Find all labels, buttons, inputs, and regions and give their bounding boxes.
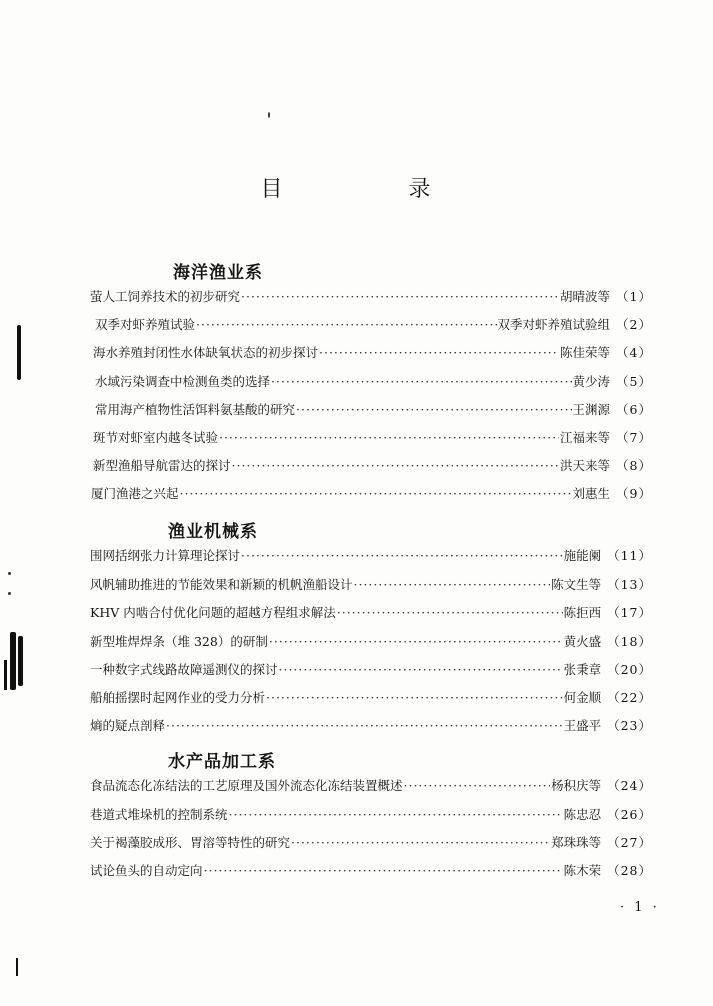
entry-title: 熵的疑点剖释 [90,718,166,733]
entry-page: （1） [616,289,652,304]
toc-entry[interactable] [90,546,652,564]
toc-entry[interactable] [90,776,652,794]
entry-author: 杨积庆等 [551,778,602,793]
entry-author: 陈佳荣等 [560,345,611,360]
toc-entry[interactable] [90,632,652,650]
toc-entry[interactable] [93,343,652,361]
entry-page: （9） [616,486,652,501]
entry-title: 海水养殖封闭性水体缺氧状态的初步探讨 [93,345,319,360]
scan-speck [268,112,270,118]
entry-author: 陈拒西 [563,605,602,620]
toc-entry[interactable] [93,428,652,446]
entry-title: 常用海产植物性活饵料氨基酸的研究 [95,402,296,417]
entry-author: 双季对虾养殖试验组 [497,317,611,332]
leader-dots [271,374,572,389]
scan-speck [8,592,11,595]
toc-entry[interactable] [90,688,652,706]
entry-author: 陈忠忍 [563,807,602,822]
entry-page: （6） [616,402,652,417]
entry-page: （24） [607,778,652,793]
entry-title: 食品流态化冻结法的工艺原理及国外流态化冻结装置概述 [90,778,403,793]
entry-title: KHV 内啮合付优化问题的超越方程组求解法 [90,605,336,620]
section-heading-aquatic-processing: 水产品加工系 [168,752,276,772]
entry-page: （17） [607,605,652,620]
entry-author: 黄少涛 [572,374,611,389]
leader-dots [404,778,551,793]
entry-author: 陈木荣 [563,863,602,878]
section-heading-marine-fishery: 海洋渔业系 [173,263,263,283]
leader-dots [354,577,551,592]
entry-author: 张秉章 [563,662,602,677]
section-heading-fishery-machinery: 渔业机械系 [168,522,258,542]
entry-title: 巷道式堆垛机的控制系统 [90,807,228,822]
entry-title: 厦门渔港之兴起 [91,486,179,501]
leader-dots [266,690,563,705]
leader-dots [319,345,559,360]
scan-speck [8,572,11,575]
entry-page: （23） [607,718,652,733]
entry-page: （5） [616,374,652,389]
toc-entry[interactable] [95,315,652,333]
entry-title: 萤人工饲养技术的初步研究 [90,289,241,304]
entry-author: 施能阑 [563,548,602,563]
toc-entry[interactable] [95,372,652,390]
entry-page: （4） [616,345,652,360]
leader-dots [229,807,563,822]
entry-page: （27） [607,835,652,850]
toc-entry[interactable] [90,861,652,879]
scan-mark [16,958,18,976]
toc-entry[interactable] [91,484,652,502]
entry-author: 洪天来等 [560,458,611,473]
leader-dots [166,718,563,733]
leader-dots [296,402,572,417]
entry-author: 江福来等 [560,430,611,445]
entry-author: 刘惠生 [572,486,611,501]
leader-dots [219,430,559,445]
entry-title: 双季对虾养殖试验 [95,317,196,332]
entry-author: 黄火盛 [563,634,602,649]
toc-entry[interactable] [93,456,652,474]
scan-mark [4,660,7,690]
entry-page: （20） [607,662,652,677]
entry-title: 试论鱼头的自动定向 [90,863,203,878]
entry-page: （2） [616,317,652,332]
leader-dots [241,289,559,304]
scan-mark [17,325,21,380]
entry-author: 陈文生等 [551,577,602,592]
entry-author: 何金顺 [563,690,602,705]
entry-page: （18） [607,634,652,649]
toc-entry[interactable] [90,833,652,851]
entry-page: （7） [616,430,652,445]
entry-title: 船舶摇摆时起网作业的受力分析 [90,690,266,705]
entry-title: 一种数字式线路故障遥测仪的探讨 [90,662,278,677]
leader-dots [269,634,563,649]
toc-entry[interactable] [95,400,652,418]
entry-author: 王渊源 [572,402,611,417]
entry-page: （11） [607,548,652,563]
entry-title: 风帆辅助推进的节能效果和新颖的机帆渔船设计 [90,577,353,592]
toc-entry[interactable] [90,603,652,621]
scan-mark [10,632,16,690]
leader-dots [337,605,563,620]
leader-dots [241,548,563,563]
toc-entry[interactable] [90,716,652,734]
leader-dots [180,486,572,501]
page-number: · 1 · [620,900,660,915]
entry-page: （26） [607,807,652,822]
leader-dots [279,662,563,677]
toc-entry[interactable] [90,660,652,678]
leader-dots [291,835,550,850]
entry-title: 围网括纲张力计算理论探讨 [90,548,241,563]
toc-entry[interactable] [90,805,652,823]
entry-page: （22） [607,690,652,705]
entry-page: （13） [607,577,652,592]
entry-page: （28） [607,863,652,878]
entry-author: 胡晴波等 [560,289,611,304]
entry-title: 新型渔船导航雷达的探讨 [93,458,231,473]
toc-entry[interactable] [90,575,652,593]
leader-dots [232,458,560,473]
entry-title: 关于褐藻胶成形、胃溶等特性的研究 [90,835,291,850]
toc-entry[interactable] [90,287,652,305]
entry-page: （8） [616,458,652,473]
entry-title: 水域污染调查中检测鱼类的选择 [95,374,271,389]
entry-author: 王盛平 [563,718,602,733]
entry-title: 新型堆焊焊条（堆 328）的研制 [90,634,268,649]
entry-title: 斑节对虾室内越冬试验 [93,430,219,445]
scan-mark [18,636,23,686]
leader-dots [196,317,497,332]
toc-title: 目 录 [260,177,483,202]
entry-author: 郑珠珠等 [551,835,602,850]
leader-dots [204,863,563,878]
